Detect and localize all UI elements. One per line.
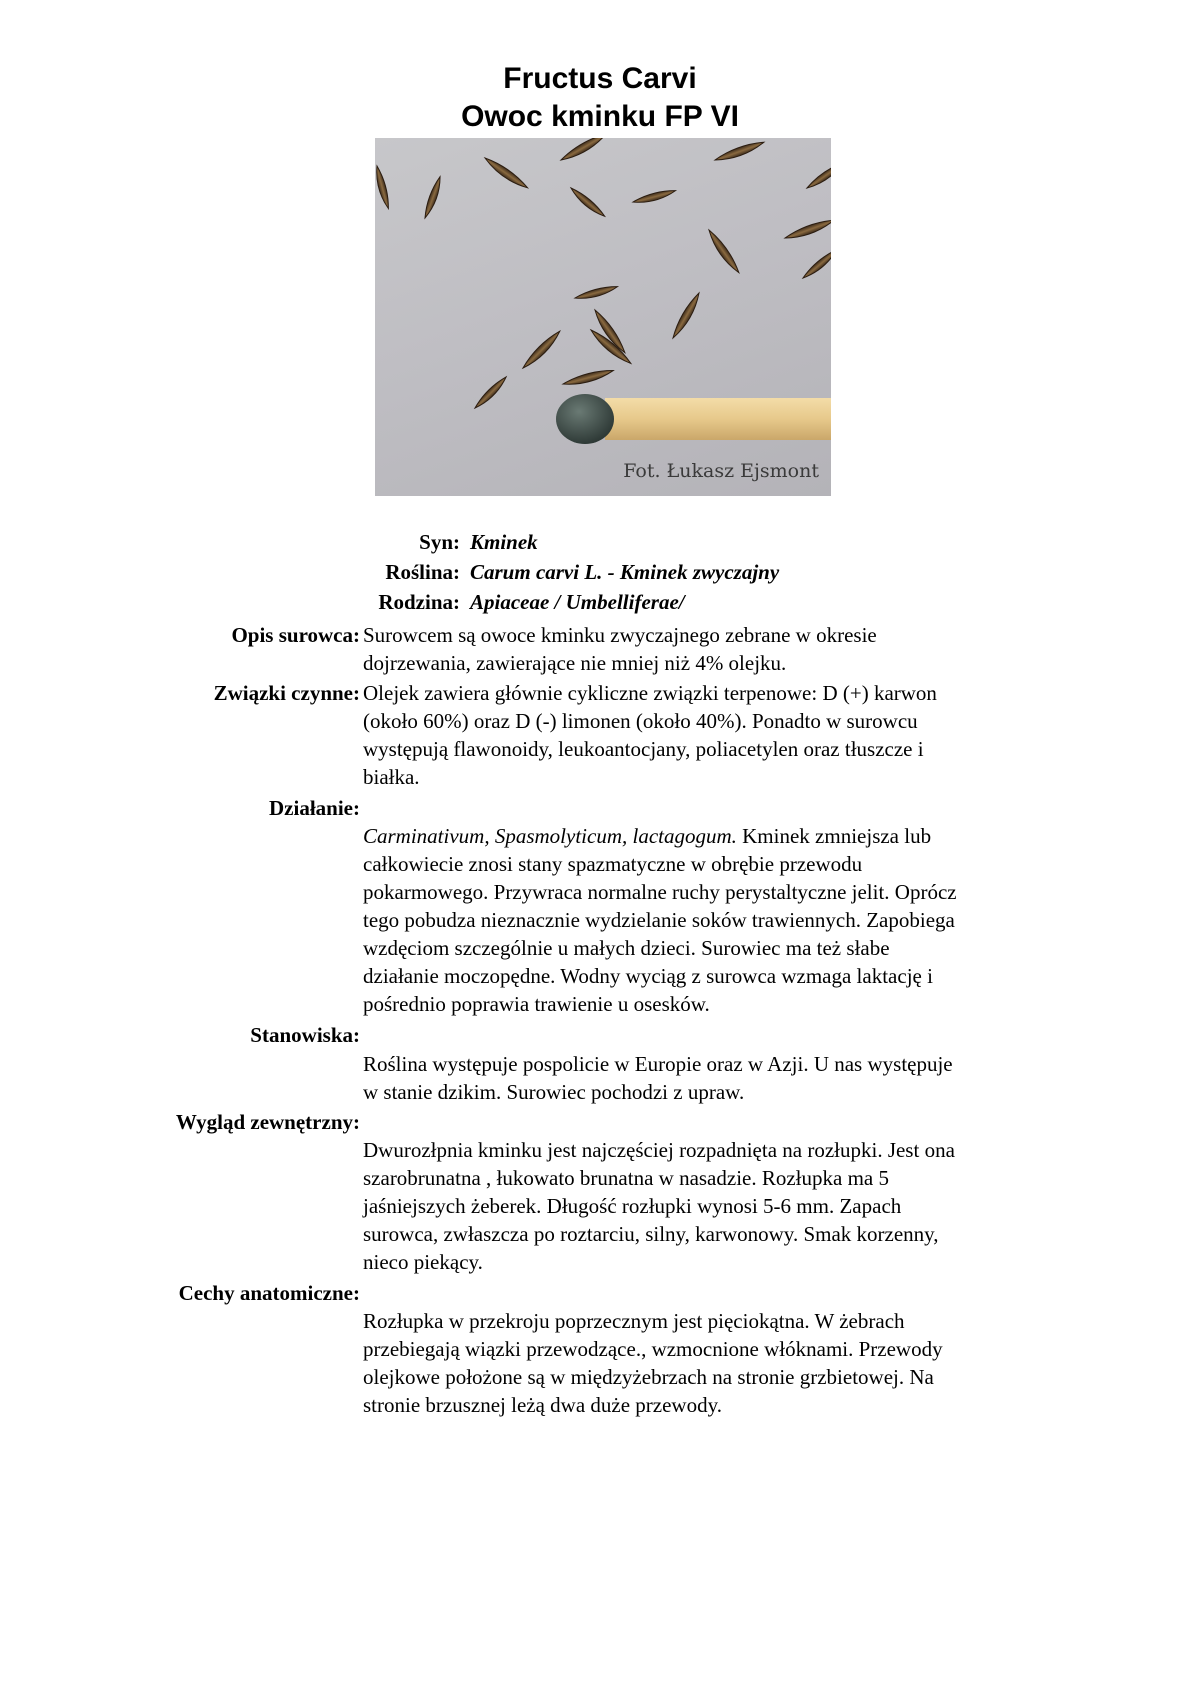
wyglad-line: jaśniejszych żeberek. Długość rozłupki wynosi 5-6 mm. Zapach xyxy=(363,1194,902,1218)
title-polish: Owoc kminku FP VI xyxy=(461,100,739,133)
cechy-text xyxy=(363,1307,1063,1419)
seeds-illustration xyxy=(375,138,831,496)
opis-line: dojrzewania, zawierające nie mniej niż 4% olejku. xyxy=(363,651,787,675)
wyglad-line: Dwurozłpnia kminku jest najczęściej rozpadnięta na rozłupki. Jest ona xyxy=(363,1138,955,1162)
dzialanie-line: działanie moczopędne. Wodny wyciąg z surowca wzmaga laktację i xyxy=(363,964,933,988)
zwiazki-line: białka. xyxy=(363,765,420,789)
cechy-line: przebiegają wiązki przewodzące., wzmocnione włóknami. Przewody xyxy=(363,1337,943,1361)
syn-value: Kminek xyxy=(470,530,538,554)
title-latin: Fructus Carvi xyxy=(503,62,697,95)
cechy-line: Rozłupka w przekroju poprzecznym jest pięciokątna. W żebrach xyxy=(363,1309,905,1333)
wyglad-line: surowca, zwłaszcza po roztarciu, silny, karwonowy. Smak korzenny, xyxy=(363,1222,939,1246)
roslina-value: Carum carvi L. - Kminek zwyczajny xyxy=(470,560,780,584)
cechy-line: olejkowe położone są w międzyżebrzach na stronie grzbietowej. Na xyxy=(363,1365,934,1389)
zwiazki-label: Związki czynne: xyxy=(213,681,360,705)
zwiazki-line: (około 60%) oraz D (-) limonen (około 40%). Ponadto w surowcu xyxy=(363,709,918,733)
syn-label: Syn: xyxy=(419,530,460,554)
cechy-line: stronie brzusznej leżą dwa duże przewody. xyxy=(363,1393,722,1417)
wyglad-label: Wygląd zewnętrzny: xyxy=(175,1110,360,1134)
dzialanie-italic-lead: Carminativum, Spasmolyticum, lactagogum. xyxy=(363,824,737,848)
dzialanie-line: całkowiecie znosi stany spazmatyczne w obrębie przewodu xyxy=(363,852,863,876)
caraway-seeds-photo xyxy=(375,138,831,496)
dzialanie-line: pokarmowego. Przywraca normalne ruchy perystaltyczne jelit. Oprócz xyxy=(363,880,957,904)
rodzina-label: Rodzina: xyxy=(378,590,460,614)
dzialanie-line: pośrednio poprawia trawienie u osesków. xyxy=(363,992,710,1016)
dzialanie-label: Działanie: xyxy=(269,796,360,820)
opis-label: Opis surowca: xyxy=(231,623,360,647)
dzialanie-text xyxy=(363,822,1063,1018)
dzialanie-first-line xyxy=(363,822,1063,850)
stanowiska-line: Roślina występuje pospolicie w Europie oraz w Azji. U nas występuje xyxy=(363,1052,953,1076)
cechy-label: Cechy anatomiczne: xyxy=(178,1281,360,1305)
stanowiska-label: Stanowiska: xyxy=(250,1023,360,1047)
zwiazki-line: występują flawonoidy, leukoantocjany, poliacetylen oraz tłuszcze i xyxy=(363,737,924,761)
zwiazki-line: Olejek zawiera głównie cykliczne związki terpenowe: D (+) karwon xyxy=(363,681,937,705)
zwiazki-text xyxy=(363,679,1063,791)
stanowiska-line: w stanie dzikim. Surowiec pochodzi z upraw. xyxy=(363,1080,745,1104)
opis-line: Surowcem są owoce kminku zwyczajnego zebrane w okresie xyxy=(363,623,877,647)
wyglad-line: szarobrunatna , łukowato brunatna w nasadzie. Rozłupka ma 5 xyxy=(363,1166,889,1190)
dzialanie-line: wzdęciom szczególnie u małych dzieci. Surowiec ma też słabe xyxy=(363,936,890,960)
stanowiska-text xyxy=(363,1050,1063,1106)
opis-text xyxy=(363,621,1063,677)
wyglad-line: nieco piekący. xyxy=(363,1250,483,1274)
dzialanie-line: tego pobudza nieznacznie wydzielanie soków trawiennych. Zapobiega xyxy=(363,908,955,932)
photo-credit: Fot. Łukasz Ejsmont xyxy=(623,460,819,482)
roslina-label: Roślina: xyxy=(385,560,460,584)
wyglad-text xyxy=(363,1136,1063,1276)
rodzina-value: Apiaceae / Umbelliferae/ xyxy=(470,590,685,614)
dzialanie-first-rest: Kminek zmniejsza lub xyxy=(736,824,932,848)
